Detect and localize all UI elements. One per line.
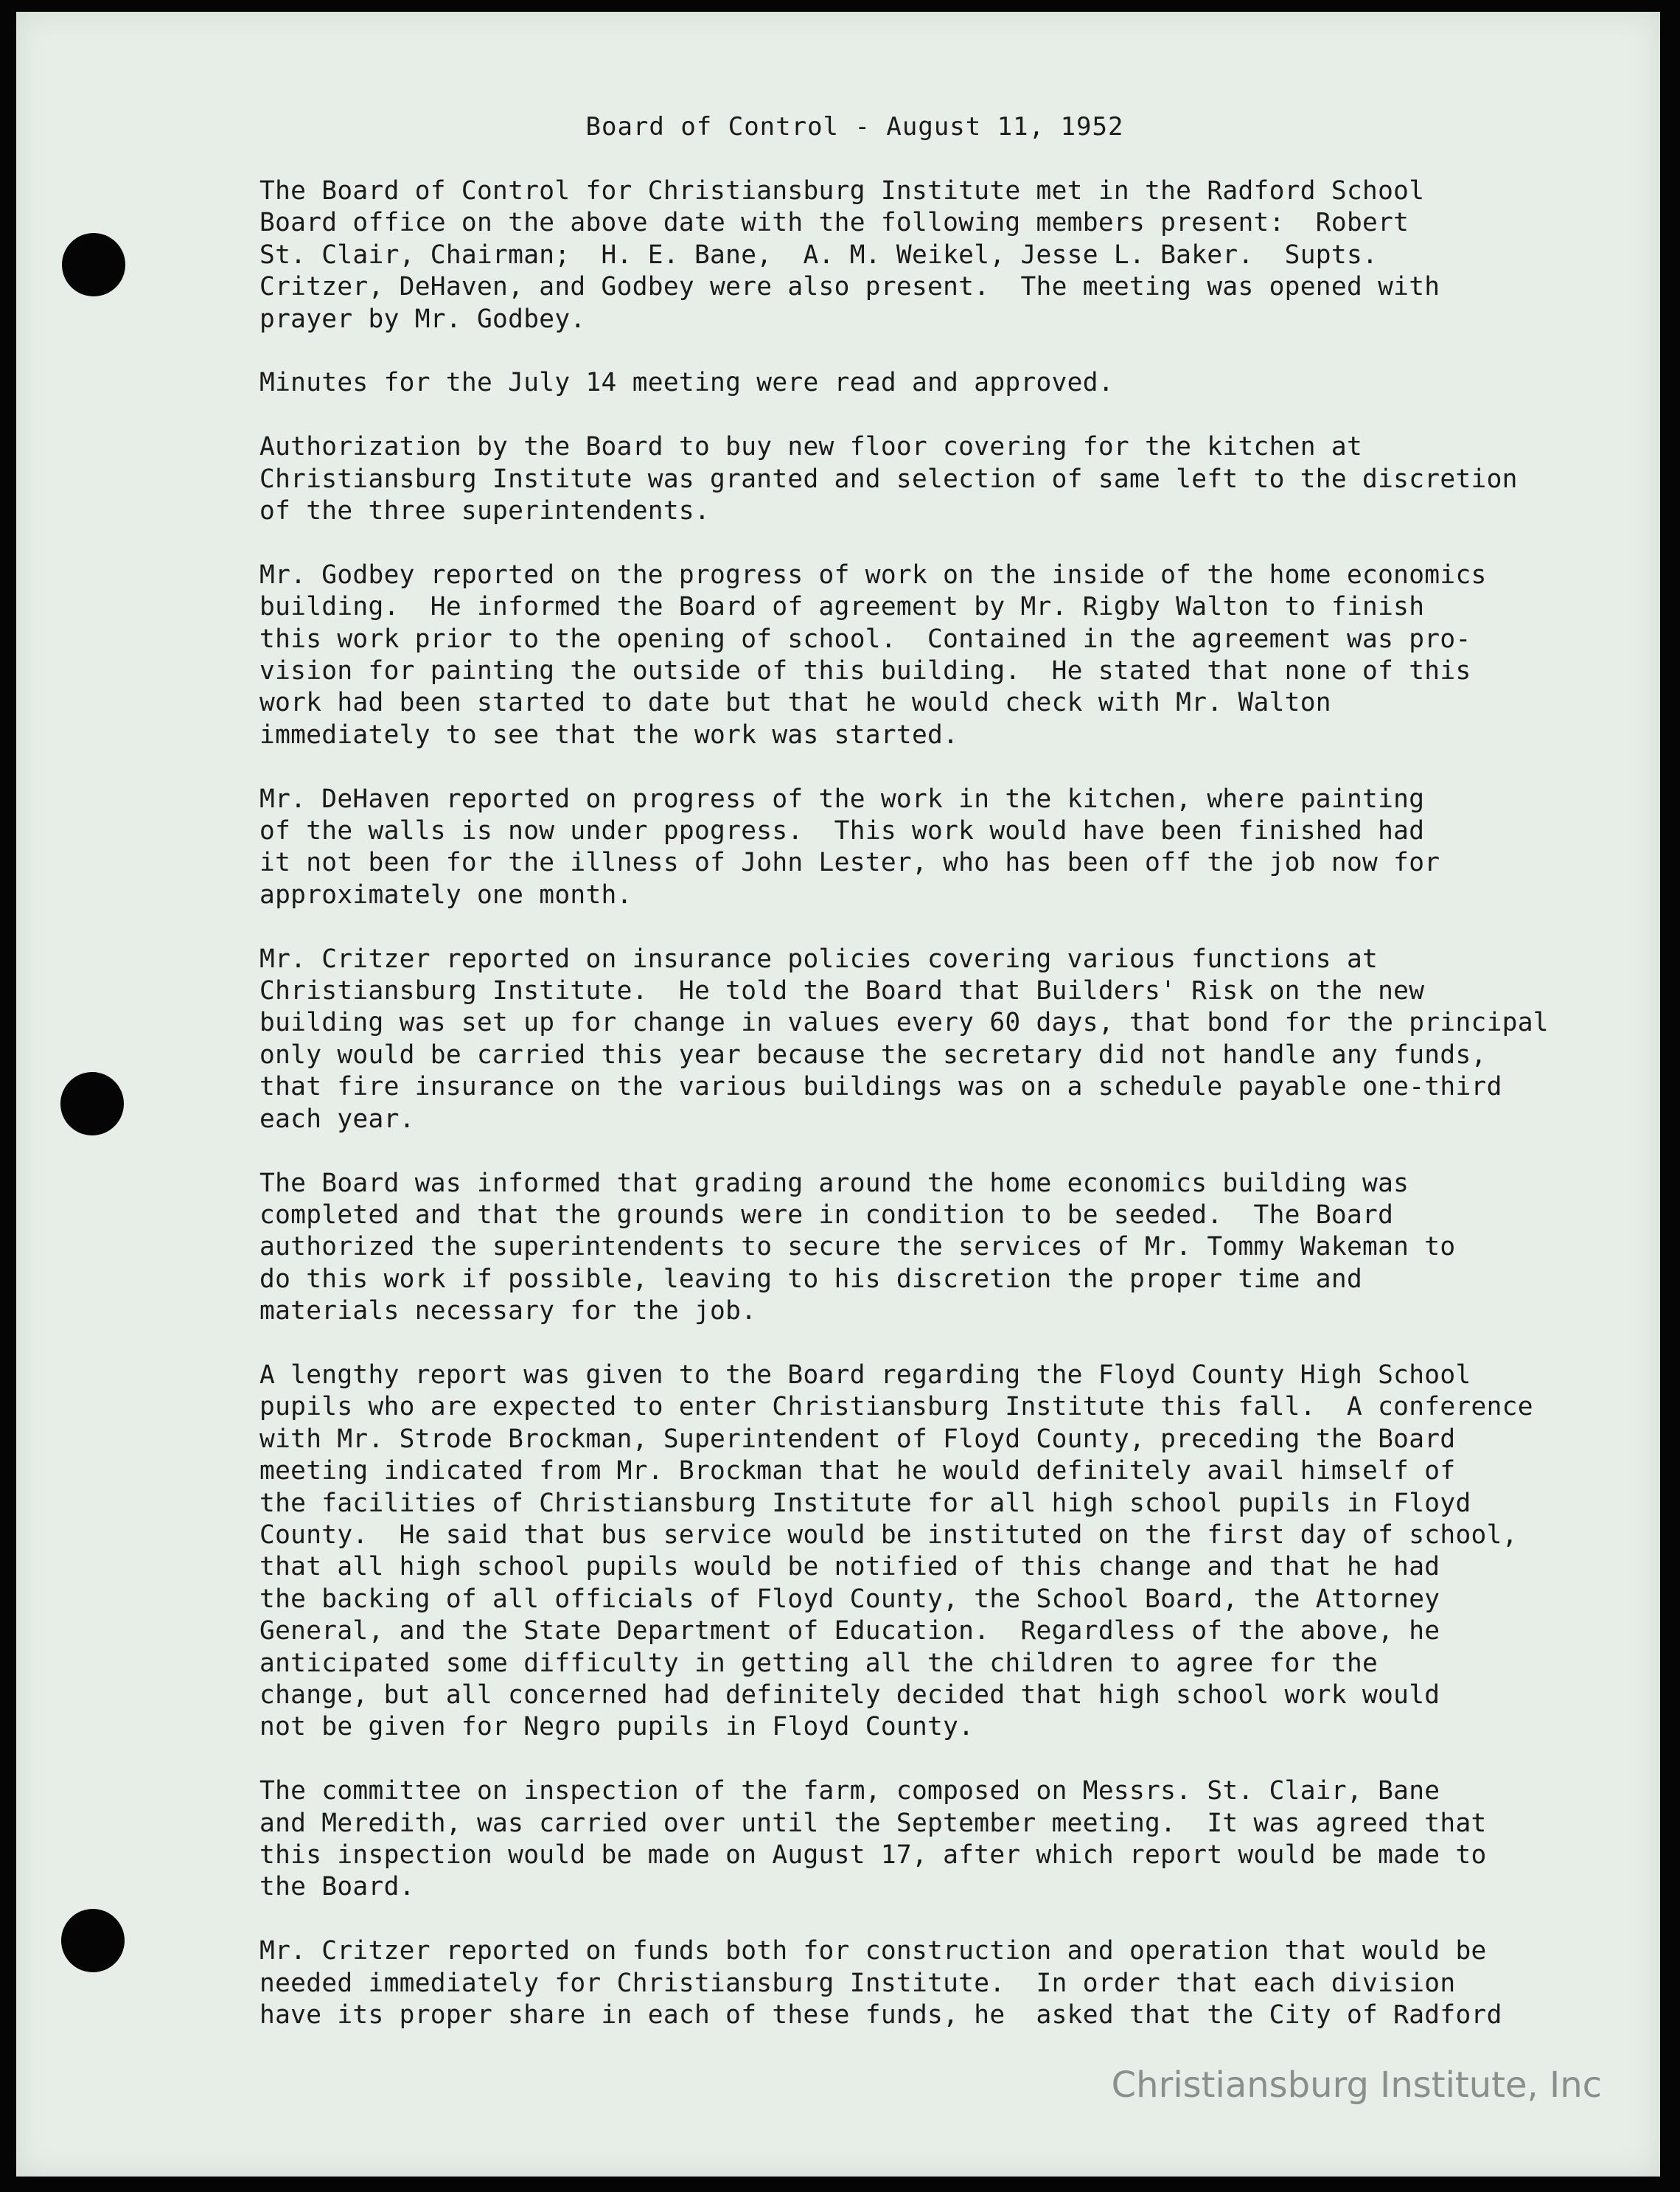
text-line: The Board of Control for Christiansburg Institute met in the Radford School <box>259 176 1425 206</box>
text-line: of the walls is now under ppogress. This work would have been finished had <box>259 816 1425 846</box>
text-line: it not been for the illness of John Lester, who has been off the job now for <box>259 848 1440 878</box>
text-line: this work prior to the opening of school. Contained in the agreement was pro- <box>259 624 1471 654</box>
text-line: authorized the superintendents to secure the services of Mr. Tommy Wakeman to <box>259 1232 1456 1262</box>
text-line: needed immediately for Christiansburg Institute. In order that each division <box>259 1968 1456 1998</box>
text-line: the facilities of Christiansburg Institute for all high school pupils in Floyd <box>259 1488 1471 1518</box>
text-line: building. He informed the Board of agreement by Mr. Rigby Walton to finish <box>259 592 1425 622</box>
text-line: change, but all concerned had definitely decided that high school work would <box>259 1680 1440 1710</box>
binder-hole-top <box>62 233 125 296</box>
text-line: Christiansburg Institute. He told the Board that Builders' Risk on the new <box>259 976 1425 1006</box>
text-line: materials necessary for the job. <box>259 1296 757 1326</box>
text-line: vision for painting the outside of this building. He stated that none of this <box>259 656 1471 686</box>
paragraph <box>259 367 1601 399</box>
paragraph <box>259 1360 1601 1744</box>
text-line: building was set up for change in values every 60 days, that bond for the principal <box>259 1008 1549 1038</box>
text-line: Mr. Godbey reported on the progress of work on the inside of the home economics <box>259 560 1487 590</box>
document-body <box>259 175 1601 2064</box>
text-line: the backing of all officials of Floyd County, the School Board, the Attorney <box>259 1584 1440 1614</box>
text-line: that fire insurance on the various buildings was on a schedule payable one-third <box>259 1072 1502 1102</box>
text-line: this inspection would be made on August 17, after which report would be made to <box>259 1840 1487 1870</box>
text-line: have its proper share in each of these funds, he asked that the City of Radford <box>259 2000 1502 2031</box>
text-line: Authorization by the Board to buy new floor covering for the kitchen at <box>259 432 1363 462</box>
text-line: Mr. Critzer reported on funds both for construction and operation that would be <box>259 1936 1487 1966</box>
text-line: Mr. Critzer reported on insurance policies covering various functions at <box>259 944 1378 974</box>
text-line: that all high school pupils would be notified of this change and that he had <box>259 1552 1440 1582</box>
paragraph <box>259 1935 1601 2031</box>
paragraph <box>259 944 1601 1135</box>
text-line: Minutes for the July 14 meeting were read and approved. <box>259 368 1114 398</box>
text-line: only would be carried this year because the secretary did not handle any funds, <box>259 1040 1487 1070</box>
text-line: not be given for Negro pupils in Floyd County. <box>259 1712 975 1742</box>
text-line: the Board. <box>259 1872 415 1902</box>
text-line: Mr. DeHaven reported on progress of the work in the kitchen, where painting <box>259 784 1425 814</box>
text-line: and Meredith, was carried over until the September meeting. It was agreed that <box>259 1808 1487 1838</box>
document-title: Board of Control - August 11, 1952 <box>585 112 1124 142</box>
text-line: with Mr. Strode Brockman, Superintendent of Floyd County, preceding the Board <box>259 1424 1456 1454</box>
text-line: do this work if possible, leaving to his discretion the proper time and <box>259 1264 1363 1294</box>
paragraph <box>259 784 1601 912</box>
text-line: pupils who are expected to enter Christiansburg Institute this fall. A conference <box>259 1392 1533 1422</box>
text-line: General, and the State Department of Education. Regardless of the above, he <box>259 1616 1440 1646</box>
text-line: Christiansburg Institute was granted and selection of same left to the discretion <box>259 464 1518 494</box>
text-line: each year. <box>259 1104 415 1134</box>
text-line: meeting indicated from Mr. Brockman that he would definitely avail himself of <box>259 1456 1456 1486</box>
text-line: The committee on inspection of the farm, composed on Messrs. St. Clair, Bane <box>259 1776 1440 1806</box>
text-line: A lengthy report was given to the Board regarding the Floyd County High School <box>259 1360 1471 1390</box>
text-line: of the three superintendents. <box>259 496 711 526</box>
text-line: completed and that the grounds were in condition to be seeded. The Board <box>259 1200 1394 1230</box>
binder-hole-bottom <box>61 1909 125 1972</box>
paragraph <box>259 1775 1601 1904</box>
text-line: anticipated some difficulty in getting all the children to agree for the <box>259 1648 1378 1678</box>
text-line: immediately to see that the work was started. <box>259 720 959 750</box>
text-line: work had been started to date but that he would check with Mr. Walton <box>259 688 1331 718</box>
paragraph <box>259 431 1601 527</box>
text-line: St. Clair, Chairman; H. E. Bane, A. M. Weikel, Jesse L. Baker. Supts. <box>259 240 1378 270</box>
paragraph <box>259 175 1601 335</box>
text-line: prayer by Mr. Godbey. <box>259 304 586 334</box>
text-line: Critzer, DeHaven, and Godbey were also present. The meeting was opened with <box>259 272 1440 302</box>
text-line: The Board was informed that grading around the home economics building was <box>259 1168 1409 1198</box>
text-line: County. He said that bus service would be instituted on the first day of school, <box>259 1520 1518 1550</box>
watermark: Christiansburg Institute, Inc <box>1111 2064 1602 2106</box>
paragraph <box>259 560 1601 751</box>
text-line: approximately one month. <box>259 880 632 910</box>
paragraph <box>259 1168 1601 1328</box>
text-line: Board office on the above date with the following members present: Robert <box>259 208 1409 238</box>
binder-hole-middle <box>60 1072 124 1135</box>
